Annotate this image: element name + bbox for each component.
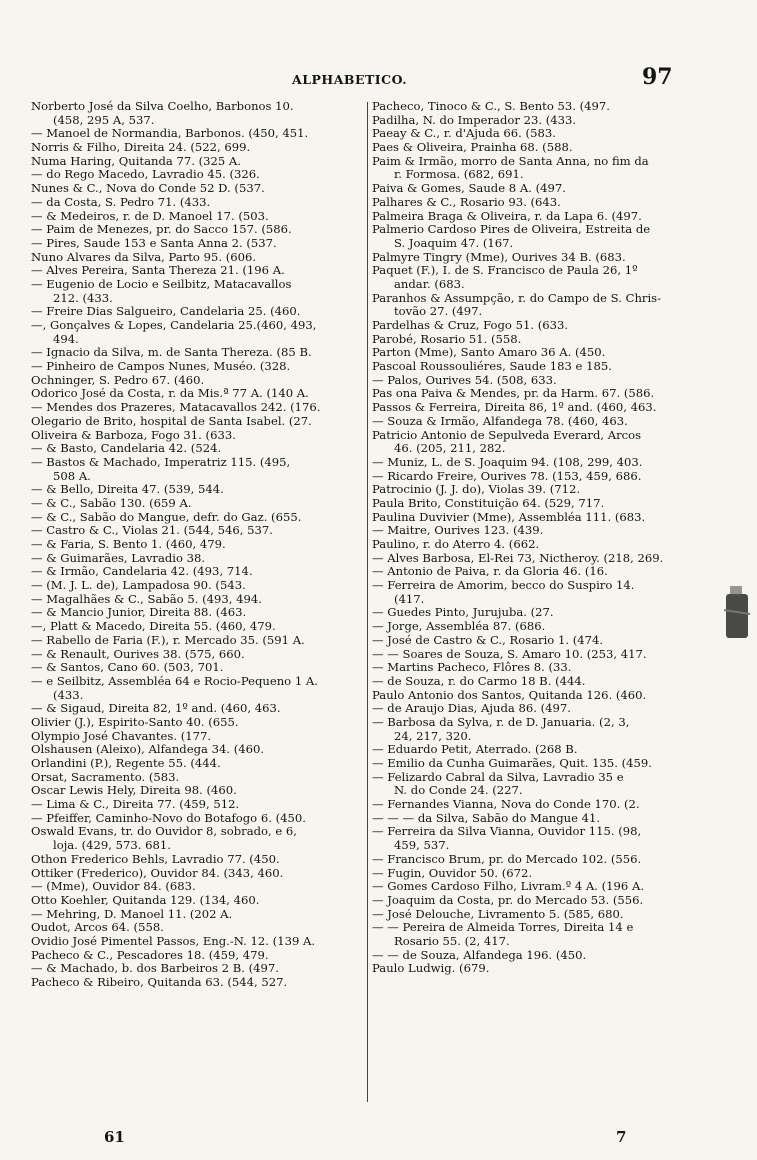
page-header	[0, 66, 757, 96]
directory-entry	[31, 620, 365, 634]
entry-line: — Felizardo Cabral da Silva, Lavradio 35 e	[372, 770, 624, 784]
directory-entry	[372, 675, 702, 689]
directory-entry	[31, 264, 365, 278]
directory-entry	[372, 880, 702, 894]
directory-entry	[31, 497, 365, 511]
entry-line: — da Costa, S. Pedro 71. (433.	[31, 195, 211, 209]
directory-entry	[372, 771, 702, 798]
entry-line: — Gomes Cardoso Filho, Livram.º 4 A. (196 A.	[372, 880, 645, 894]
directory-entry	[31, 771, 365, 785]
directory-entry	[31, 606, 365, 620]
entry-line: — & Guimarães, Lavradio 38.	[31, 551, 206, 565]
entry-line: Ottiker (Frederico), Ouvidor 84. (343, 460.	[31, 866, 284, 880]
directory-entry	[372, 894, 702, 908]
entry-line: — Antonio de Paiva, r. da Gloria 46. (16.	[372, 565, 608, 579]
directory-entry	[372, 333, 702, 347]
directory-entry	[31, 442, 365, 456]
directory-entry	[31, 155, 365, 169]
directory-entry	[31, 784, 365, 798]
entry-line: — & Irmão, Candelaria 42. (493, 714.	[31, 565, 253, 579]
directory-entry	[372, 565, 702, 579]
entry-line: — Francisco Brum, pr. do Mercado 102. (556.	[372, 852, 642, 866]
entry-line: — Lima & C., Direita 77. (459, 512.	[31, 798, 240, 812]
directory-entry	[372, 620, 702, 634]
entry-continuation-line: 24, 217, 320.	[394, 729, 472, 743]
signature-mark-left: 61	[104, 1128, 125, 1146]
directory-entry	[31, 429, 365, 443]
directory-entry	[372, 223, 702, 250]
directory-entry	[372, 127, 702, 141]
entry-line: —, Gonçalves & Lopes, Candelaria 25.(460, 493,	[31, 319, 317, 332]
entry-line: Norberto José da Silva Coelho, Barbonos 10.	[31, 100, 294, 113]
entry-line: —, Platt & Macedo, Direita 55. (460, 479.	[31, 620, 276, 634]
directory-entry	[372, 949, 702, 963]
entry-line: Palmyre Tingry (Mme), Ourives 34 B. (683.	[372, 250, 626, 264]
entry-line: Paranhos & Assumpção, r. do Campo de S. Chris-	[372, 291, 662, 305]
directory-entry	[31, 210, 365, 224]
entry-continuation-line: 494.	[53, 332, 79, 346]
directory-entry	[372, 497, 702, 511]
entry-line: Palhares & C., Rosario 93. (643.	[372, 195, 561, 209]
entry-line: — Barbosa da Sylva, r. de D. Januaria. (2, 3,	[372, 715, 630, 729]
directory-entry	[372, 825, 702, 852]
directory-entry	[372, 100, 702, 114]
directory-entry	[372, 757, 702, 771]
entry-line: — Ignacio da Silva, m. de Santa Thereza. (85 B.	[31, 346, 312, 360]
entry-line: Pacheco, Tinoco & C., S. Bento 53. (497.	[372, 100, 610, 113]
entry-line: Nuno Alvares da Silva, Parto 95. (606.	[31, 250, 257, 264]
entry-line: — & Basto, Candelaria 42. (524.	[31, 442, 222, 456]
entry-line: — — Soares de Souza, S. Amaro 10. (253, 417.	[372, 647, 647, 661]
entry-line: — Mehring, D. Manoel 11. (202 A.	[31, 907, 233, 921]
entry-line: Paim & Irmão, morro de Santa Anna, no fim da	[372, 154, 649, 168]
directory-entry	[372, 962, 702, 976]
entry-line: Paulo Antonio dos Santos, Quitanda 126. (460.	[372, 688, 647, 702]
directory-entry	[31, 730, 365, 744]
directory-entry	[372, 702, 702, 716]
entry-line: — Souza & Irmão, Alfandega 78. (460, 463.	[372, 414, 628, 428]
directory-entry	[31, 867, 365, 881]
entry-line: Paulina Duvivier (Mme), Assembléa 111. (683.	[372, 510, 646, 524]
entry-line: — Muniz, L. de S. Joaquim 94. (108, 299, 403.	[372, 455, 643, 469]
directory-entry	[31, 100, 365, 127]
entry-line: — Freire Dias Salgueiro, Candelaria 25. (460.	[31, 305, 301, 319]
directory-entry	[372, 716, 702, 743]
entry-line: — Ferreira de Amorim, becco do Suspiro 14.	[372, 579, 635, 593]
entry-continuation-line: Rosario 55. (2, 417.	[394, 934, 510, 948]
directory-entry	[372, 210, 702, 224]
entry-line: Orsat, Sacramento. (583.	[31, 770, 180, 784]
entry-line: — — — da Silva, Sabão do Mangue 41.	[372, 811, 601, 825]
page-title: ALPHABETICO.	[292, 72, 408, 87]
entry-line: — Palos, Ourives 54. (508, 633.	[372, 373, 557, 387]
directory-entry	[31, 935, 365, 949]
entry-continuation-line: 212. (433.	[53, 291, 113, 305]
entry-continuation-line: 459, 537.	[394, 839, 450, 853]
entry-line: — de Souza, r. do Carmo 18 B. (444.	[372, 674, 586, 688]
directory-entry	[31, 251, 365, 265]
directory-entry	[31, 196, 365, 210]
directory-entry	[372, 579, 702, 606]
directory-entry	[372, 524, 702, 538]
entry-line: — — de Souza, Alfandega 196. (450.	[372, 948, 587, 962]
entry-line: Ochninger, S. Pedro 67. (460.	[31, 373, 205, 387]
entry-line: Oscar Lewis Hely, Direita 98. (460.	[31, 784, 237, 798]
directory-entry	[31, 415, 365, 429]
entry-line: — Alves Barbosa, El-Rei 73, Nictheroy. (218, 269.	[372, 551, 664, 565]
directory-entry	[31, 401, 365, 415]
entry-line: — Fernandes Vianna, Nova do Conde 170. (2.	[372, 798, 640, 812]
entry-line: — Manoel de Normandia, Barbonos. (450, 451.	[31, 127, 309, 141]
directory-entry	[31, 524, 365, 538]
entry-line: Norris & Filho, Direita 24. (522, 699.	[31, 141, 251, 155]
entry-line: — & Medeiros, r. de D. Manoel 17. (503.	[31, 209, 269, 223]
column-divider	[367, 102, 368, 1102]
directory-entry	[372, 552, 702, 566]
entry-line: Pacheco & C., Pescadores 18. (459, 479.	[31, 948, 269, 962]
directory-entry	[372, 401, 702, 415]
entry-line: Numa Haring, Quitanda 77. (325 A.	[31, 154, 241, 168]
entry-line: Paulo Ludwig. (679.	[372, 962, 490, 976]
entry-line: — Martins Pacheco, Flôres 8. (33.	[372, 661, 572, 675]
directory-entry	[31, 949, 365, 963]
directory-entry	[372, 292, 702, 319]
entry-line: — & Mancio Junior, Direita 88. (463.	[31, 606, 247, 620]
directory-entry	[31, 921, 365, 935]
directory-entry	[31, 141, 365, 155]
entry-line: — & Sigaud, Direita 82, 1º and. (460, 463.	[31, 702, 281, 716]
entry-continuation-line: S. Joaquim 47. (167.	[394, 236, 514, 250]
entry-line: Patricio Antonio de Sepulveda Everard, Arcos	[372, 428, 642, 442]
entry-continuation-line: 46. (205, 211, 282.	[394, 442, 506, 456]
entry-line: — Ricardo Freire, Ourives 78. (153, 459, 686.	[372, 469, 642, 483]
entry-line: — Magalhães & C., Sabão 5. (493, 494.	[31, 592, 262, 606]
entry-line: — Pfeiffer, Caminho-Novo do Botafogo 6. (450.	[31, 811, 306, 825]
directory-entry	[31, 976, 365, 990]
directory-entry	[372, 867, 702, 881]
directory-entry	[372, 538, 702, 552]
directory-entry	[31, 880, 365, 894]
directory-entry	[31, 565, 365, 579]
directory-entry	[372, 606, 702, 620]
entry-continuation-line: (458, 295 A, 537.	[53, 113, 155, 127]
entry-line: Orlandini (P.), Regente 55. (444.	[31, 757, 221, 770]
entry-line: Othon Frederico Behls, Lavradio 77. (450.	[31, 852, 280, 866]
entry-line: Passos & Ferreira, Direita 86, 1º and. (460, 463.	[372, 401, 657, 415]
directory-entry	[372, 155, 702, 182]
entry-line: Paulino, r. do Aterro 4. (662.	[372, 538, 540, 551]
entry-line: Nunes & C., Nova do Conde 52 D. (537.	[31, 182, 265, 196]
entry-line: — & C., Sabão 130. (659 A.	[31, 496, 192, 510]
directory-entry	[31, 593, 365, 607]
entry-line: Paquet (F.), I. de S. Francisco de Paula 26, 1º	[372, 264, 638, 278]
left-column	[31, 100, 365, 990]
entry-line: — do Rego Macedo, Lavradio 45. (326.	[31, 168, 260, 182]
directory-entry	[31, 127, 365, 141]
entry-line: — Mendes dos Prazeres, Matacavallos 242. (176.	[31, 401, 321, 415]
directory-entry	[372, 853, 702, 867]
entry-line: Odorico José da Costa, r. da Mis.ª 77 A. (140 A.	[31, 387, 309, 401]
directory-entry	[372, 798, 702, 812]
entry-line: — Pinheiro de Campos Nunes, Muséo. (328.	[31, 360, 291, 374]
directory-entry	[31, 962, 365, 976]
entry-line: — Guedes Pinto, Jurujuba. (27.	[372, 606, 554, 620]
directory-entry	[372, 743, 702, 757]
entry-line: Patrocinio (J. J. do), Violas 39. (712.	[372, 483, 581, 497]
directory-entry	[31, 716, 365, 730]
directory-entry	[372, 141, 702, 155]
directory-entry	[31, 853, 365, 867]
entry-line: — Emilio da Cunha Guimarães, Quit. 135. (459.	[372, 757, 652, 770]
directory-entry	[31, 182, 365, 196]
directory-entry	[31, 360, 365, 374]
directory-entry	[31, 552, 365, 566]
entry-line: — Pires, Saude 153 e Santa Anna 2. (537.	[31, 236, 277, 250]
directory-entry	[31, 538, 365, 552]
directory-entry	[372, 346, 702, 360]
entry-line: — Rabello de Faria (F.), r. Mercado 35. (591 A.	[31, 633, 305, 647]
entry-line: Pascoal Roussouliéres, Saude 183 e 185.	[372, 360, 612, 374]
entry-continuation-line: loja. (429, 573. 681.	[53, 839, 171, 853]
directory-entry	[31, 702, 365, 716]
entry-continuation-line: tovão 27. (497.	[394, 305, 483, 319]
entry-line: — — Pereira de Almeida Torres, Direita 14 e	[372, 921, 634, 935]
directory-entry	[31, 908, 365, 922]
entry-line: Padilha, N. do Imperador 23. (433.	[372, 113, 577, 127]
directory-entry	[31, 305, 365, 319]
entry-line: Olivier (J.), Espirito-Santo 40. (655.	[31, 715, 239, 729]
directory-entry	[31, 237, 365, 251]
entry-line: Pas ona Paiva & Mendes, pr. da Harm. 67. (586.	[372, 387, 655, 401]
entry-line: Parobé, Rosario 51. (558.	[372, 332, 522, 346]
directory-entry	[372, 908, 702, 922]
directory-entry	[31, 374, 365, 388]
directory-entry	[372, 661, 702, 675]
directory-entry	[372, 634, 702, 648]
directory-entry	[31, 579, 365, 593]
entry-line: — (M. J. L. de), Lampadosa 90. (543.	[31, 579, 246, 593]
entry-continuation-line: (433.	[53, 688, 84, 702]
entry-line: — (Mme), Ouvidor 84. (683.	[31, 880, 196, 894]
entry-line: — José de Castro & C., Rosario 1. (474.	[372, 633, 604, 647]
directory-entry	[372, 812, 702, 826]
directory-entry	[31, 511, 365, 525]
directory-entry	[31, 757, 365, 771]
directory-entry	[31, 456, 365, 483]
directory-entry	[31, 387, 365, 401]
entry-line: Olympio José Chavantes. (177.	[31, 729, 212, 743]
directory-entry	[372, 511, 702, 525]
entry-line: Otto Koehler, Quitanda 129. (134, 460.	[31, 893, 260, 907]
directory-entry	[372, 387, 702, 401]
directory-entry	[31, 634, 365, 648]
directory-entry	[372, 182, 702, 196]
entry-line: — Fugin, Ouvidor 50. (672.	[372, 866, 533, 880]
entry-line: — Eugenio de Locio e Seilbitz, Matacavallos	[31, 277, 292, 291]
entry-line: — Jorge, Assembléa 87. (686.	[372, 620, 546, 634]
directory-entry	[372, 319, 702, 333]
entry-continuation-line: N. do Conde 24. (227.	[394, 784, 523, 798]
directory-entry	[31, 223, 365, 237]
directory-entry	[31, 894, 365, 908]
directory-entry	[31, 661, 365, 675]
directory-entry	[372, 196, 702, 210]
entry-line: — & Renault, Ourives 38. (575, 660.	[31, 647, 245, 661]
entry-line: Oliveira & Barboza, Fogo 31. (633.	[31, 428, 236, 442]
entry-line: Olegario de Brito, hospital de Santa Isabel. (27.	[31, 414, 312, 428]
entry-line: Oswald Evans, tr. do Ouvidor 8, sobrado, e 6,	[31, 825, 297, 839]
entry-line: Pardelhas & Cruz, Fogo 51. (633.	[372, 319, 569, 332]
entry-line: — & Machado, b. dos Barbeiros 2 B. (497.	[31, 962, 279, 976]
entry-line: Paiva & Gomes, Saude 8 A. (497.	[372, 182, 566, 196]
signature-mark-right: 7	[616, 1128, 627, 1146]
directory-entry	[31, 483, 365, 497]
entry-line: Palmeira Braga & Oliveira, r. da Lapa 6. (497.	[372, 209, 642, 223]
directory-entry	[372, 470, 702, 484]
entry-line: — Alves Pereira, Santa Thereza 21. (196 A.	[31, 264, 285, 278]
directory-entry	[31, 675, 365, 702]
directory-entry	[372, 648, 702, 662]
entry-line: Palmerio Cardoso Pires de Oliveira, Estreita de	[372, 223, 651, 237]
directory-entry	[372, 114, 702, 128]
directory-entry	[372, 429, 702, 456]
directory-entry	[31, 278, 365, 305]
entry-line: — Paim de Menezes, pr. do Sacco 157. (586.	[31, 223, 292, 237]
page-number: 97	[642, 64, 673, 90]
entry-line: — Joaquim da Costa, pr. do Mercado 53. (556.	[372, 893, 644, 907]
entry-continuation-line: andar. (683.	[394, 277, 465, 291]
entry-line: — & C., Sabão do Mangue, defr. do Gaz. (655.	[31, 510, 302, 524]
entry-continuation-line: (417.	[394, 592, 425, 606]
directory-entry	[372, 689, 702, 703]
entry-line: — Castro & C., Violas 21. (544, 546, 537.	[31, 524, 273, 538]
entry-continuation-line: 508 A.	[53, 469, 91, 483]
directory-entry	[372, 921, 702, 948]
directory-entry	[372, 374, 702, 388]
directory-entry	[372, 251, 702, 265]
entry-line: — Bastos & Machado, Imperatriz 115. (495,	[31, 455, 291, 469]
entry-line: Paeay & C., r. d'Ajuda 66. (583.	[372, 127, 556, 141]
entry-line: — & Santos, Cano 60. (503, 701.	[31, 661, 224, 675]
right-column	[372, 100, 702, 976]
entry-line: — Eduardo Petit, Aterrado. (268 B.	[372, 743, 578, 757]
entry-line: — Maitre, Ourives 123. (439.	[372, 524, 544, 538]
directory-entry	[372, 360, 702, 374]
entry-line: Oudot, Arcos 64. (558.	[31, 921, 164, 935]
entry-line: Ovidio José Pimentel Passos, Eng.-N. 12. (139 A.	[31, 934, 316, 948]
directory-entry	[31, 319, 365, 346]
entry-line: — e Seilbitz, Assembléa 64 e Rocio-Pequeno 1 A.	[31, 674, 318, 688]
directory-entry	[31, 743, 365, 757]
directory-entry	[31, 168, 365, 182]
entry-line: — & Bello, Direita 47. (539, 544.	[31, 483, 224, 497]
entry-line: Olshausen (Aleixo), Alfandega 34. (460.	[31, 743, 265, 757]
entry-line: — Ferreira da Silva Vianna, Ouvidor 115. (98,	[372, 825, 642, 839]
directory-entry	[31, 798, 365, 812]
entry-line: — de Araujo Dias, Ajuda 86. (497.	[372, 702, 571, 716]
library-stamp-mark	[720, 580, 752, 650]
entry-line: Parton (Mme), Santo Amaro 36 A. (450.	[372, 346, 606, 360]
directory-entry	[31, 825, 365, 852]
directory-entry	[372, 264, 702, 291]
entry-line: Paes & Oliveira, Prainha 68. (588.	[372, 141, 573, 155]
entry-line: Pacheco & Ribeiro, Quitanda 63. (544, 527.	[31, 976, 288, 989]
entry-line: — José Delouche, Livramento 5. (585, 680.	[372, 907, 624, 921]
entry-continuation-line: r. Formosa. (682, 691.	[394, 168, 524, 182]
directory-entry	[372, 415, 702, 429]
directory-entry	[31, 812, 365, 826]
directory-entry	[372, 483, 702, 497]
directory-entry	[372, 456, 702, 470]
directory-entry	[31, 648, 365, 662]
entry-line: Paula Brito, Constituição 64. (529, 717.	[372, 496, 605, 510]
directory-entry	[31, 346, 365, 360]
entry-line: — & Faria, S. Bento 1. (460, 479.	[31, 538, 226, 551]
